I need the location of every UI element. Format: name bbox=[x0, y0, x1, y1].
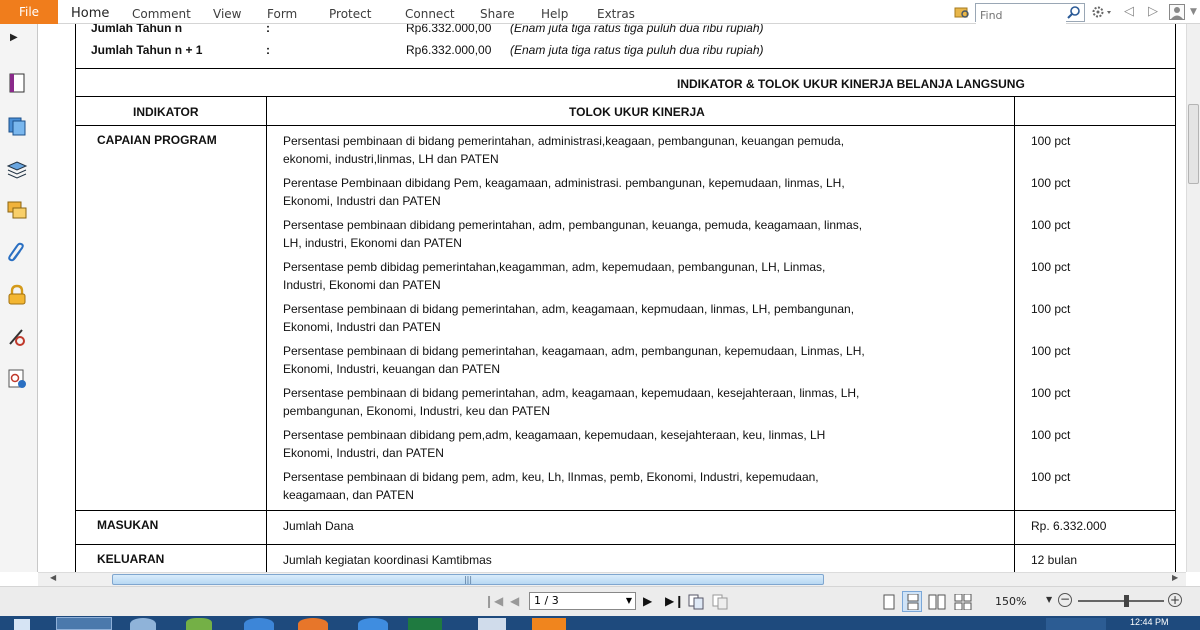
folder-search-icon[interactable] bbox=[954, 5, 970, 19]
table-divider bbox=[75, 544, 1175, 545]
layers-icon[interactable] bbox=[6, 158, 28, 180]
capaian-item-value: 100 pct bbox=[1031, 302, 1071, 316]
capaian-item-value: 100 pct bbox=[1031, 176, 1071, 190]
menu-help[interactable]: Help bbox=[541, 7, 569, 21]
label-jumlah-tahun-n1: Jumlah Tahun n + 1 bbox=[91, 43, 203, 57]
table-border-left bbox=[75, 24, 76, 572]
menu-form[interactable]: Form bbox=[267, 7, 298, 21]
table-divider bbox=[75, 68, 1175, 69]
label-jumlah-tahun-n: Jumlah Tahun n bbox=[91, 24, 183, 35]
page-number-value: 1 / 3 bbox=[534, 594, 559, 607]
next-view-icon[interactable] bbox=[712, 594, 728, 610]
column-divider bbox=[1014, 96, 1015, 572]
capaian-item-text: Persentase pembinaan di bidang pemerintahan, adm, keagamaan, kepemudaan, kesejahteraan, linmas, LH, bbox=[283, 386, 860, 400]
clock[interactable]: 12:44 PM bbox=[1130, 617, 1169, 627]
capaian-item-value: 100 pct bbox=[1031, 428, 1071, 442]
amount-tahun-n1: Rp6.332.000,00 bbox=[406, 43, 492, 57]
vertical-scrollbar[interactable] bbox=[1186, 24, 1200, 572]
capaian-item-value: 100 pct bbox=[1031, 470, 1071, 484]
previous-view-icon[interactable] bbox=[688, 594, 704, 610]
capaian-item-text-cont: Ekonomi, Industri, dan PATEN bbox=[283, 446, 444, 460]
amount-tahun-n: Rp6.332.000,00 bbox=[406, 24, 492, 35]
horizontal-scrollbar[interactable] bbox=[38, 572, 1186, 586]
settings-dropdown-icon[interactable] bbox=[1091, 5, 1113, 19]
first-page-icon[interactable]: ❙◀ bbox=[484, 594, 504, 608]
zoom-slider-thumb[interactable] bbox=[1124, 595, 1129, 607]
capaian-item-value: 100 pct bbox=[1031, 260, 1071, 274]
capaian-item-text-cont: Ekonomi, Industri dan PATEN bbox=[283, 320, 441, 334]
keluaran-value: 12 bulan bbox=[1031, 553, 1078, 567]
horizontal-scroll-thumb[interactable]: ||| bbox=[112, 574, 824, 585]
facing-view-icon[interactable] bbox=[928, 594, 946, 610]
zoom-in-icon[interactable]: + bbox=[1169, 593, 1181, 607]
capaian-item-text-cont: Industri, Ekonomi dan PATEN bbox=[283, 278, 441, 292]
taskbar-app-icon[interactable] bbox=[130, 618, 156, 630]
menu-home[interactable]: Home bbox=[71, 6, 110, 21]
capaian-item-text: Persentase pembinaan dibidang pemerintahan, adm, pembangunan, keuanga, pemuda, keagamaan, linmas, bbox=[283, 218, 863, 232]
taskbar-window-icon[interactable] bbox=[56, 617, 112, 630]
menu-connect[interactable]: Connect bbox=[405, 7, 455, 21]
zoom-slider-track[interactable] bbox=[1078, 600, 1164, 602]
zoom-out-icon[interactable]: − bbox=[1059, 592, 1071, 606]
system-tray[interactable] bbox=[1046, 618, 1106, 630]
scroll-left-icon[interactable]: ◀ bbox=[50, 573, 57, 582]
scroll-right-icon[interactable]: ▶ bbox=[1172, 573, 1179, 582]
taskbar-app-icon[interactable] bbox=[358, 618, 388, 630]
table-divider bbox=[75, 96, 1175, 97]
forward-arrow-icon[interactable]: ▷ bbox=[1148, 4, 1158, 19]
separator: : bbox=[266, 24, 270, 35]
taskbar-app-icon[interactable] bbox=[244, 618, 274, 630]
masukan-label: MASUKAN bbox=[97, 518, 159, 532]
page-thumbnails-icon[interactable] bbox=[6, 72, 28, 94]
capaian-item-value: 100 pct bbox=[1031, 134, 1071, 148]
find-box bbox=[975, 3, 1085, 22]
masukan-value: Rp. 6.332.000 bbox=[1031, 519, 1107, 533]
account-dropdown-icon[interactable]: ▼ bbox=[1190, 7, 1197, 17]
capaian-item-text: Persentasi pembinaan di bidang pemerintahan, administrasi,keagaan, pembangunan, keuangan pemuda, bbox=[283, 134, 845, 148]
single-page-view-icon[interactable] bbox=[882, 594, 896, 610]
continuous-facing-view-icon[interactable] bbox=[954, 594, 972, 610]
column-divider bbox=[266, 96, 267, 572]
pages-icon[interactable] bbox=[6, 115, 28, 137]
capaian-item-value: 100 pct bbox=[1031, 344, 1071, 358]
capaian-item-text: Perentase Pembinaan dibidang Pem, keagamaan, administrasi. pembangunan, kepemudaan, linmas, LH, bbox=[283, 176, 845, 190]
document-view bbox=[38, 24, 1186, 572]
capaian-item-text: Persentase pemb dibidag pemerintahan,keagamman, adm, kepemudaan, pembangunan, LH, Linmas, bbox=[283, 260, 826, 274]
menu-share[interactable]: Share bbox=[480, 7, 515, 21]
start-button-icon[interactable] bbox=[14, 619, 30, 630]
continuous-view-button[interactable] bbox=[902, 591, 922, 612]
taskbar-app-icon[interactable] bbox=[298, 618, 328, 630]
capaian-item-text-cont: keagamaan, dan PATEN bbox=[283, 488, 414, 502]
amount-words-tahun-n1: (Enam juta tiga ratus tiga puluh dua ribu rupiah) bbox=[510, 43, 764, 57]
keluaran-text: Jumlah kegiatan koordinasi Kamtibmas bbox=[283, 553, 492, 567]
capaian-program-label: CAPAIAN PROGRAM bbox=[97, 133, 217, 147]
vertical-scroll-thumb[interactable] bbox=[1188, 104, 1199, 184]
capaian-item-text: Persentase pembinaan dibidang pem,adm, keagamaan, kepemudaan, kesejahteraan, keu, linmas, LH bbox=[283, 428, 826, 442]
table-divider bbox=[75, 125, 1175, 126]
search-icon[interactable] bbox=[1067, 5, 1081, 19]
capaian-item-text-cont: pembangunan, Ekonomi, Industri, keu dan PATEN bbox=[283, 404, 551, 418]
capaian-item-text-cont: ekonomi, industri,linmas, LH dan PATEN bbox=[283, 152, 499, 166]
user-account-icon[interactable] bbox=[1169, 4, 1185, 20]
page-number-field[interactable] bbox=[529, 592, 636, 610]
find-input[interactable] bbox=[976, 7, 1066, 24]
taskbar-excel-icon[interactable] bbox=[408, 618, 442, 630]
menu-extras[interactable]: Extras bbox=[597, 7, 635, 21]
taskbar-reader-icon[interactable] bbox=[532, 618, 566, 630]
taskbar-app-icon[interactable] bbox=[186, 618, 212, 630]
panel-expand-icon[interactable]: ▶ bbox=[10, 32, 18, 43]
signatures-icon[interactable] bbox=[6, 326, 28, 348]
security-lock-icon[interactable] bbox=[6, 284, 28, 306]
next-page-icon[interactable]: ▶ bbox=[643, 594, 653, 608]
taskbar-app-icon[interactable] bbox=[478, 618, 506, 630]
windows-taskbar bbox=[0, 616, 1200, 630]
table-border-right bbox=[1175, 24, 1176, 572]
amount-words-tahun-n: (Enam juta tiga ratus tiga puluh dua ribu rupiah) bbox=[510, 24, 764, 35]
capaian-item-value: 100 pct bbox=[1031, 386, 1071, 400]
capaian-item-text-cont: Ekonomi, Industri, keuangan dan PATEN bbox=[283, 362, 501, 376]
page-dropdown-icon[interactable]: ▼ bbox=[625, 596, 632, 605]
page-navigation-bar bbox=[0, 586, 1200, 616]
capaian-item-text: Persentase pembinaan di bidang pemerintahan, keagamaan, adm, pembangunan, kepemudaan, Linmas, LH, bbox=[283, 344, 865, 358]
previous-page-icon[interactable]: ◀ bbox=[510, 594, 520, 608]
capaian-item-text-cont: LH, industri, Ekonomi dan PATEN bbox=[283, 236, 462, 250]
certificate-icon[interactable] bbox=[6, 368, 28, 390]
menu-protect[interactable]: Protect bbox=[329, 7, 372, 21]
section-title: INDIKATOR & TOLOK UKUR KINERJA BELANJA LANGSUNG bbox=[677, 77, 1025, 91]
capaian-item-text-cont: Ekonomi, Industri dan PATEN bbox=[283, 194, 441, 208]
header-tolok-ukur: TOLOK UKUR KINERJA bbox=[569, 105, 705, 119]
comments-icon[interactable] bbox=[6, 200, 28, 222]
menu-bar bbox=[0, 0, 1200, 24]
last-page-icon[interactable]: ▶❙ bbox=[665, 594, 685, 608]
table-divider bbox=[75, 510, 1175, 511]
file-menu[interactable]: File bbox=[0, 0, 58, 24]
capaian-item-text: Persentase pembinaan di bidang pemerintahan, adm, keagamaan, kepmudaan, linmas, LH, pembangunan, bbox=[283, 302, 855, 316]
navigation-panel bbox=[0, 24, 38, 572]
masukan-text: Jumlah Dana bbox=[283, 519, 354, 533]
back-arrow-icon[interactable]: ◁ bbox=[1124, 4, 1134, 19]
continuous-view-icon bbox=[906, 594, 920, 610]
zoom-level[interactable]: 150% bbox=[995, 595, 1027, 608]
capaian-item-text: Persentase pembinaan di bidang pem, adm, keu, Lh, lInmas, pemb, Ekonomi, Industri, kepemudaan, bbox=[283, 470, 819, 484]
zoom-dropdown-icon[interactable]: ▼ bbox=[1046, 595, 1053, 604]
header-indikator: INDIKATOR bbox=[133, 105, 199, 119]
separator: : bbox=[266, 43, 270, 57]
attachments-icon[interactable] bbox=[6, 242, 28, 264]
menu-comment[interactable]: Comment bbox=[132, 7, 191, 21]
capaian-item-value: 100 pct bbox=[1031, 218, 1071, 232]
menu-view[interactable]: View bbox=[213, 7, 242, 21]
keluaran-label: KELUARAN bbox=[97, 552, 165, 566]
